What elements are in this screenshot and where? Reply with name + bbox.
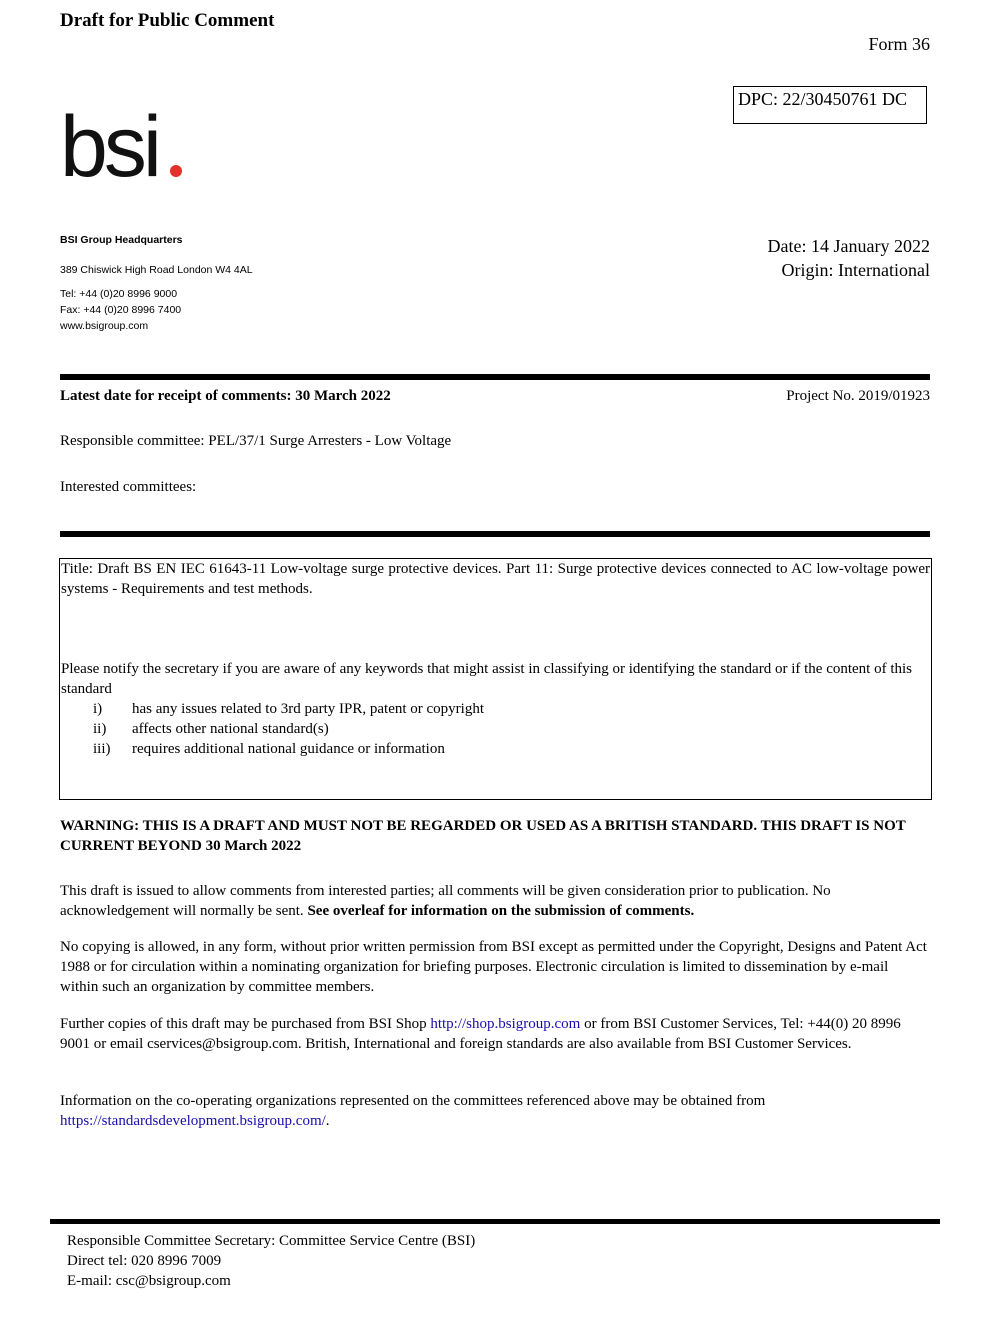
draft-label: Draft for Public Comment	[60, 10, 275, 31]
form-number: Form 36	[868, 34, 930, 54]
committee-secretary: Responsible Committee Secretary: Committee Service Centre (BSI)	[67, 1233, 476, 1249]
bsi-logo-dot	[170, 165, 182, 177]
origin: Origin: International	[781, 260, 930, 280]
bsi-logo	[60, 96, 200, 186]
footer-email: E-mail: csc@bsigroup.com	[67, 1273, 231, 1289]
hq-tel: Tel: +44 (0)20 8996 9000	[60, 288, 178, 300]
list-item-number: ii)	[93, 721, 107, 737]
list-item-number: iii)	[93, 741, 111, 757]
paragraph-comments-text: This draft is issued to allow comments from interested parties; all comments will be given consideration prior to publication. No acknowledgement will normally be sent.	[60, 883, 831, 919]
overleaf-note: See overleaf for information on the submission of comments.	[307, 903, 695, 919]
hq-fax: Fax: +44 (0)20 8996 7400	[60, 304, 182, 316]
draft-warning: WARNING: THIS IS A DRAFT AND MUST NOT BE REGARDED OR USED AS A BRITISH STANDARD. THIS DRAFT IS NOT CURRENT BEYOND 30 March 2022	[60, 818, 906, 854]
dpc-reference: DPC: 22/30450761 DC	[733, 86, 927, 124]
bottom-divider	[50, 1219, 940, 1224]
list-item-text: affects other national standard(s)	[132, 721, 329, 737]
further-copies-text: Further copies of this draft may be purchased from BSI Shop	[60, 1016, 431, 1032]
document-title: Title: Draft BS EN IEC 61643-11 Low-voltage surge protective devices. Part 11: Surge protective devices connected to AC low-voltage power systems - Requirements and test methods.	[61, 561, 930, 597]
hq-title: BSI Group Headquarters	[60, 234, 183, 246]
paragraph-organizations	[60, 1091, 930, 1131]
bsi-shop-link[interactable]: http://shop.bsigroup.com	[430, 1016, 581, 1032]
project-number: Project No. 2019/01923	[786, 388, 930, 404]
hq-contact-block	[60, 234, 253, 334]
list-item-text: has any issues related to 3rd party IPR, patent or copyright	[132, 701, 485, 717]
issue-date: Date: 14 January 2022	[767, 236, 930, 256]
list-item	[60, 739, 931, 759]
latest-comment-date: Latest date for receipt of comments: 30 March 2022	[60, 388, 391, 404]
footer-contact	[67, 1231, 475, 1291]
paragraph-further-copies	[60, 1014, 930, 1054]
organizations-text-end: .	[325, 1113, 330, 1129]
direct-tel: Direct tel: 020 8996 7009	[67, 1253, 222, 1269]
hq-address: 389 Chiswick High Road London W4 4AL	[60, 264, 253, 276]
list-item	[60, 699, 931, 719]
list-item-text: requires additional national guidance or information	[132, 741, 445, 757]
notify-text: Please notify the secretary if you are aware of any keywords that might assist in classifying or identifying the standard or if the content of this standard	[61, 661, 913, 697]
list-item	[60, 719, 931, 739]
hq-website: www.bsigroup.com	[60, 320, 149, 332]
responsible-committee: Responsible committee: PEL/37/1 Surge Arresters - Low Voltage	[60, 433, 452, 449]
further-copies-text-cont: or from BSI Customer Services, Tel: +44(0) 20 8996 9001 or email cservices@bsigroup.com. British, International and foreign standards are also available from BSI Customer Services.	[60, 1016, 901, 1052]
list-item-number: i)	[93, 701, 103, 717]
interested-committees: Interested committees:	[60, 479, 197, 495]
standards-development-link[interactable]: https://standardsdevelopment.bsigroup.com/	[60, 1113, 326, 1129]
organizations-text: Information on the co-operating organizations represented on the committees referenced above may be obtained from	[60, 1093, 766, 1109]
paragraph-comments	[60, 881, 930, 921]
top-divider	[60, 374, 930, 380]
paragraph-copyright: No copying is allowed, in any form, without prior written permission from BSI except as permitted under the Copyright, Designs and Patent Act 1988 or for circulation within a nominating organization for briefing purposes. Electronic circulation is limited to dissemination by e-mail within such an organization by committee members.	[60, 939, 927, 995]
title-box	[59, 558, 932, 800]
bsi-logo-text: bsi	[60, 99, 158, 186]
middle-divider	[60, 531, 930, 537]
date-origin-block	[768, 234, 930, 282]
